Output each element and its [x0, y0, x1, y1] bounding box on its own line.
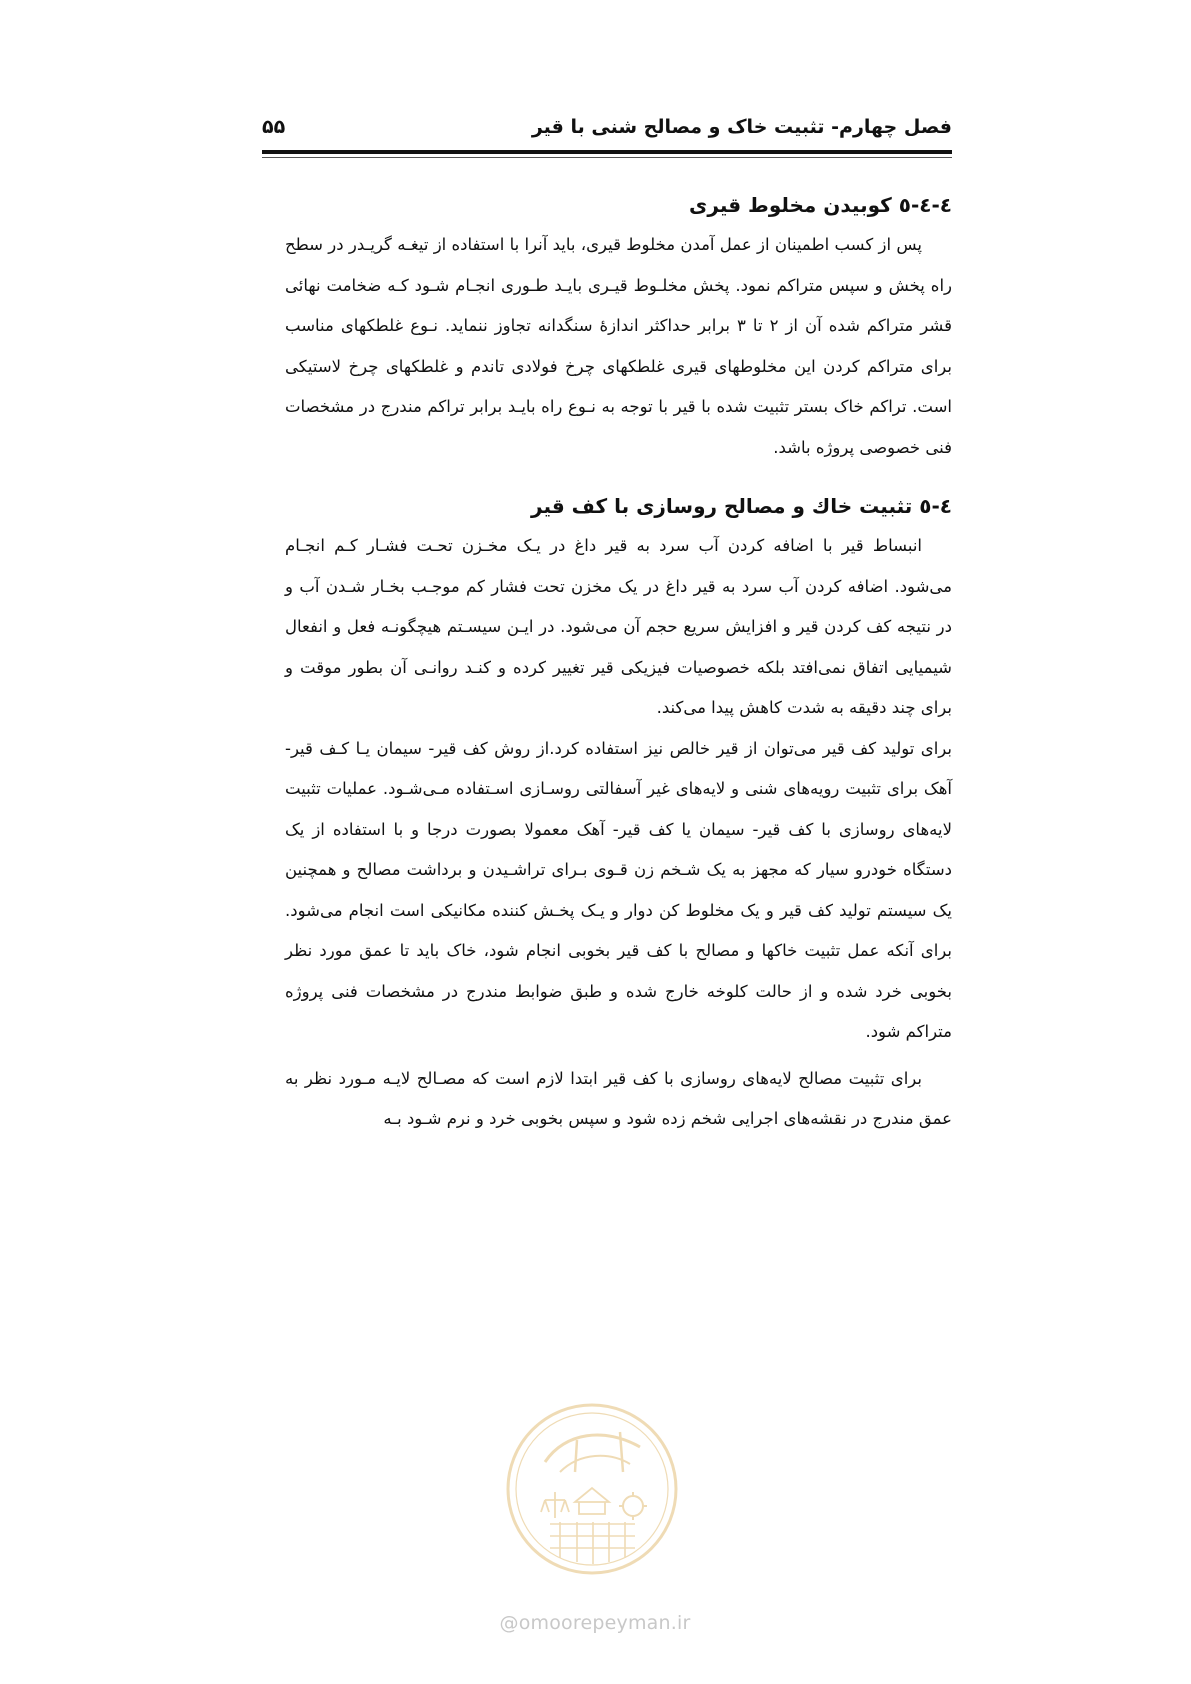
body-text: [285, 185, 952, 1140]
running-title: فصل چهارم- تثبیت خاک و مصالح شنی با قیر: [531, 116, 952, 138]
section-heading-4-5: ٤-٥ تثبيت خاك و مصالح روسازى با كف قير: [531, 494, 952, 518]
running-header: [262, 112, 952, 148]
header-rule: [262, 150, 952, 154]
watermark-url-text: omoorepeyman.ir: [518, 1612, 691, 1634]
paragraph-foam-expansion: انبساط قیر با اضافه کردن آب سرد به قیر داغ در یـک مخـزن تحـت فشـار کـم انجـام می‌شود. اضافه کردن آب سرد به قیر داغ در یک مخزن تحت فشار کم موجـب بخـار شـدن آب و در نتیجه کف کردن قیر و افزایش سریع حجم آن می‌شود. در ایـن سیسـتم هیچگونـه فعل و انفعال شیمیایی اتفاق نمی‌افتد بلکه خصوصیات فیزیکی قیر تغییر کرده و کنـد روانـی آن بطور موقت و برای چند دقیقه به شدت کاهش پیدا می‌کند.: [285, 536, 952, 717]
header-rule-thin: [262, 157, 952, 158]
paragraph-foam-production: برای تولید کف قیر می‌توان از قیر خالص نیز استفاده کرد.از روش کف قیر- سیمان یـا کـف قیر- آهک برای تثبیت رویه‌های شنی و لایه‌های غیر آسفالتی روسـازی اسـتفاده مـی‌شـود. عملیات تثبیت لایه‌های روسازی با کف قیر- سیمان یا کف قیر- آهک معمولا بصورت درجا و با استفاده از یک دستگاه خودرو سیار که مجهز به یک شـخم زن قـوی بـرای تراشـیدن و برداشت مصالح و همچنین یک سیستم تولید کف قیر و یک مخلوط کن دوار و یـک پخـش کننده مکانیکی است انجام می‌شود. برای آنکه عمل تثبیت خاکها و مصالح با کف قیر بخوبی انجام شود، خاک باید تا عمق مورد نظر بخوبی خرد شده و از حالت کلوخه خارج شده و طبق ضوابط مندرج در مشخصات فنی پروژه متراکم شود.: [285, 738, 952, 1041]
watermark-seal: [505, 1402, 679, 1576]
watermark-url: [495, 1612, 695, 1634]
at-sign-icon: @: [499, 1612, 519, 1634]
paragraph-compaction: پس از کسب اطمینان از عمل آمدن مخلوط قیری، باید آنرا با استفاده از تیغـه گریـدر در سطح راه پخش و سپس متراکم نمود. پخش مخلـوط قیـری بایـد طـوری انجـام شـود کـه ضخامت نهائی قشر متراکم شده آن از ۲ تا ۳ برابر حداکثر اندازهٔ سنگدانه تجاوز ننماید. نـوع غلطکهای مناسب برای متراکم کردن این مخلوطهای قیری غلطکهای چرخ فولادی تاندم و غلطکهای چرخ لاستیکی است. تراکم خاک بستر تثبیت شده با قیر با توجه به نـوع راه بایـد برابر تراکم مندرج در مشخصات فنی خصوصی پروژه باشد.: [285, 235, 952, 457]
section-heading-4-4-5: ٤-٤-٥ كوبيدن مخلوط قيرى: [689, 193, 952, 217]
page-number: ۵۵: [262, 116, 286, 138]
paragraph-layer-stabilization: برای تثبیت مصالح لایه‌های روسازی با کف قیر ابتدا لازم است که مصـالح لایـه مـورد نظر به عمق مندرج در نقشه‌های اجرایی شخم زده شود و سپس بخوبی خرد و نرم شـود بـه: [285, 1068, 952, 1128]
